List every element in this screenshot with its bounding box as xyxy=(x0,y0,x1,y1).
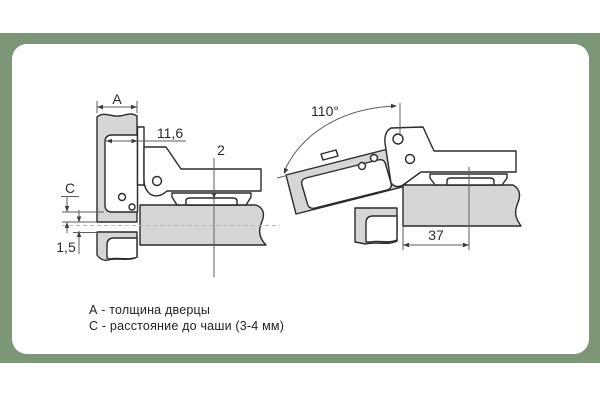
closed-hinge-view xyxy=(56,91,280,277)
open-cup-screw-2 xyxy=(371,155,378,162)
dim-label-1-5: 1,5 xyxy=(56,239,76,255)
panel-cross-section-notch xyxy=(366,216,397,242)
legend-line-a: А - толщина дверцы xyxy=(89,303,211,317)
open-cabinet-panel xyxy=(403,185,521,226)
dim-label-2: 2 xyxy=(217,142,225,158)
knuckle-pivot xyxy=(393,134,403,144)
open-mounting-plate-slide xyxy=(447,178,494,185)
dimension-a xyxy=(97,91,137,113)
dim-label-a: A xyxy=(112,91,122,107)
arm-pivot-hole xyxy=(153,177,162,186)
cup-flange xyxy=(138,127,145,185)
cup-screw-hole-2 xyxy=(129,204,135,210)
lower-cup-recess xyxy=(107,238,137,259)
dim-label-110deg: 110° xyxy=(311,103,339,119)
dim-label-11-6: 11,6 xyxy=(156,125,184,141)
open-cup-screw-1 xyxy=(359,163,366,170)
open-arm-hole xyxy=(406,155,415,164)
cup-flange-tab xyxy=(321,150,338,160)
hinge-arm xyxy=(144,147,261,196)
dimension-1-5 xyxy=(56,210,97,255)
legend xyxy=(89,303,284,334)
open-hinge-view xyxy=(277,103,521,250)
dim-label-c: C xyxy=(64,180,76,196)
legend-line-c: С - расстояние до чаши (3-4 мм) xyxy=(89,318,285,333)
dim-label-37: 37 xyxy=(428,227,444,243)
mounting-plate-slide xyxy=(186,198,237,205)
cup-screw-hole-1 xyxy=(119,194,126,201)
